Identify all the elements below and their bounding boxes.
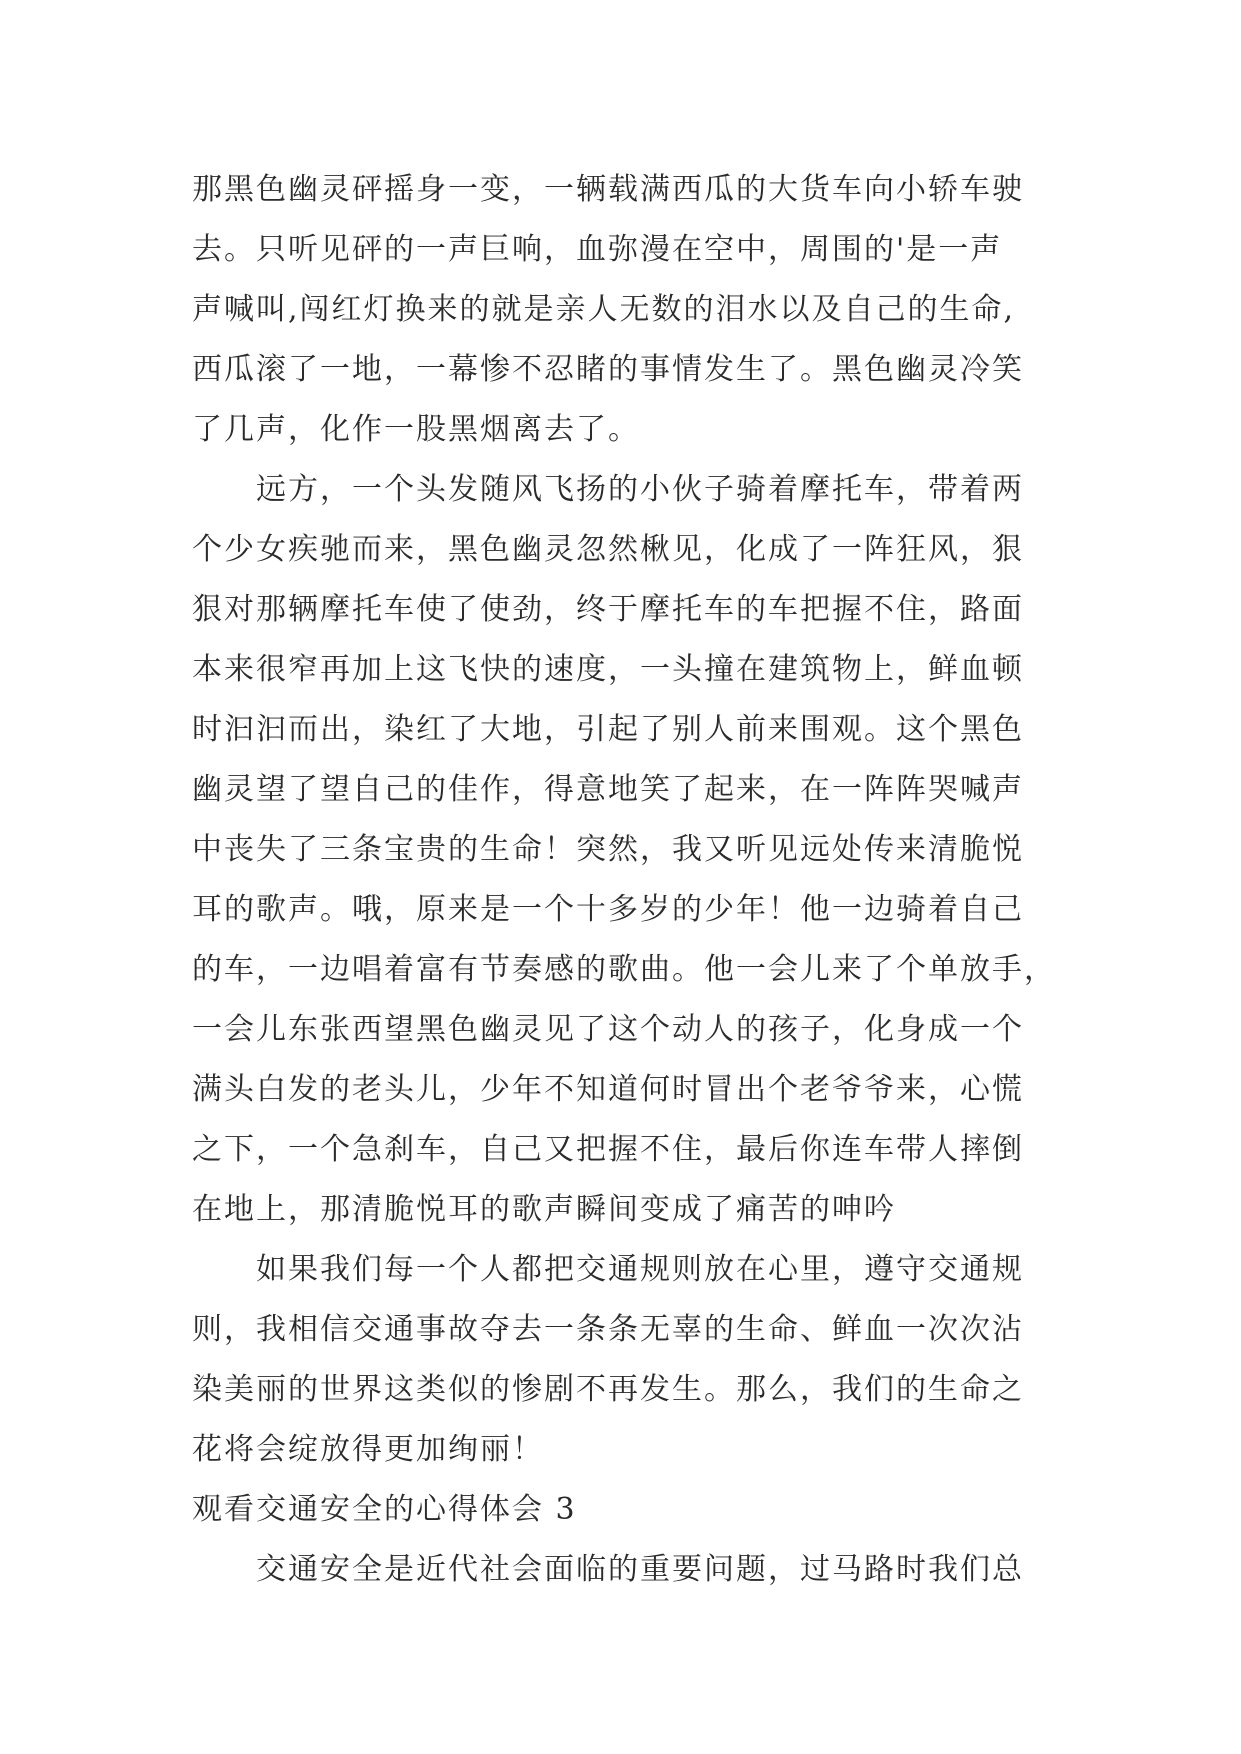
text-line: 去。只听见砰的一声巨响，血弥漫在空中，周围的'是一声	[192, 232, 1003, 267]
text-line: 狠对那辆摩托车使了使劲，终于摩托车的车把握不住，路面	[192, 592, 1024, 627]
paragraph-3	[192, 1240, 1062, 1480]
text-line: 之下，一个急刹车，自己又把握不住，最后你连车带人摔倒	[192, 1132, 1024, 1167]
text-line: 西瓜滚了一地，一幕惨不忍睹的事情发生了。黑色幽灵冷笑	[192, 352, 1024, 387]
text-line: 交通安全是近代社会面临的重要问题，过马路时我们总	[256, 1552, 1024, 1587]
text-line: 了几声，化作一股黑烟离去了。	[192, 412, 640, 447]
document-body	[192, 160, 1062, 1600]
text-line: 如果我们每一个人都把交通规则放在心里，遵守交通规	[256, 1252, 1024, 1287]
text-line: 的车，一边唱着富有节奏感的歌曲。他一会儿来了个单放手，	[192, 952, 1056, 987]
text-line: 染美丽的世界这类似的惨剧不再发生。那么，我们的生命之	[192, 1372, 1024, 1407]
text-line: 耳的歌声。哦，原来是一个十多岁的少年！他一边骑着自己	[192, 892, 1024, 927]
text-line: 一会儿东张西望黑色幽灵见了这个动人的孩子，化身成一个	[192, 1012, 1024, 1047]
text-line: 时汩汩而出，染红了大地，引起了别人前来围观。这个黑色	[192, 712, 1024, 747]
paragraph-2	[192, 460, 1062, 1240]
text-line: 远方，一个头发随风飞扬的小伙子骑着摩托车，带着两	[256, 472, 1024, 507]
text-line: 幽灵望了望自己的佳作，得意地笑了起来，在一阵阵哭喊声	[192, 772, 1024, 807]
text-line: 花将会绽放得更加绚丽！	[192, 1432, 544, 1467]
text-line: 则，我相信交通事故夺去一条条无辜的生命、鲜血一次次沾	[192, 1312, 1024, 1347]
section-heading: 观看交通安全的心得体会 3	[192, 1492, 577, 1527]
text-line: 本来很窄再加上这飞快的速度，一头撞在建筑物上，鲜血顿	[192, 652, 1024, 687]
paragraph-4	[192, 1540, 1062, 1600]
paragraph-1	[192, 160, 1062, 460]
text-line: 个少女疾驰而来，黑色幽灵忽然楸见，化成了一阵狂风，狠	[192, 532, 1024, 567]
text-line: 中丧失了三条宝贵的生命！突然，我又听见远处传来清脆悦	[192, 832, 1024, 867]
text-line: 那黑色幽灵砰摇身一变，一辆载满西瓜的大货车向小轿车驶	[192, 172, 1024, 207]
text-line: 在地上，那清脆悦耳的歌声瞬间变成了痛苦的呻吟	[192, 1192, 896, 1227]
text-line: 满头白发的老头儿，少年不知道何时冒出个老爷爷来，心慌	[192, 1072, 1024, 1107]
text-line: 声喊叫,闯红灯换来的就是亲人无数的泪水以及自己的生命,	[192, 292, 1016, 327]
